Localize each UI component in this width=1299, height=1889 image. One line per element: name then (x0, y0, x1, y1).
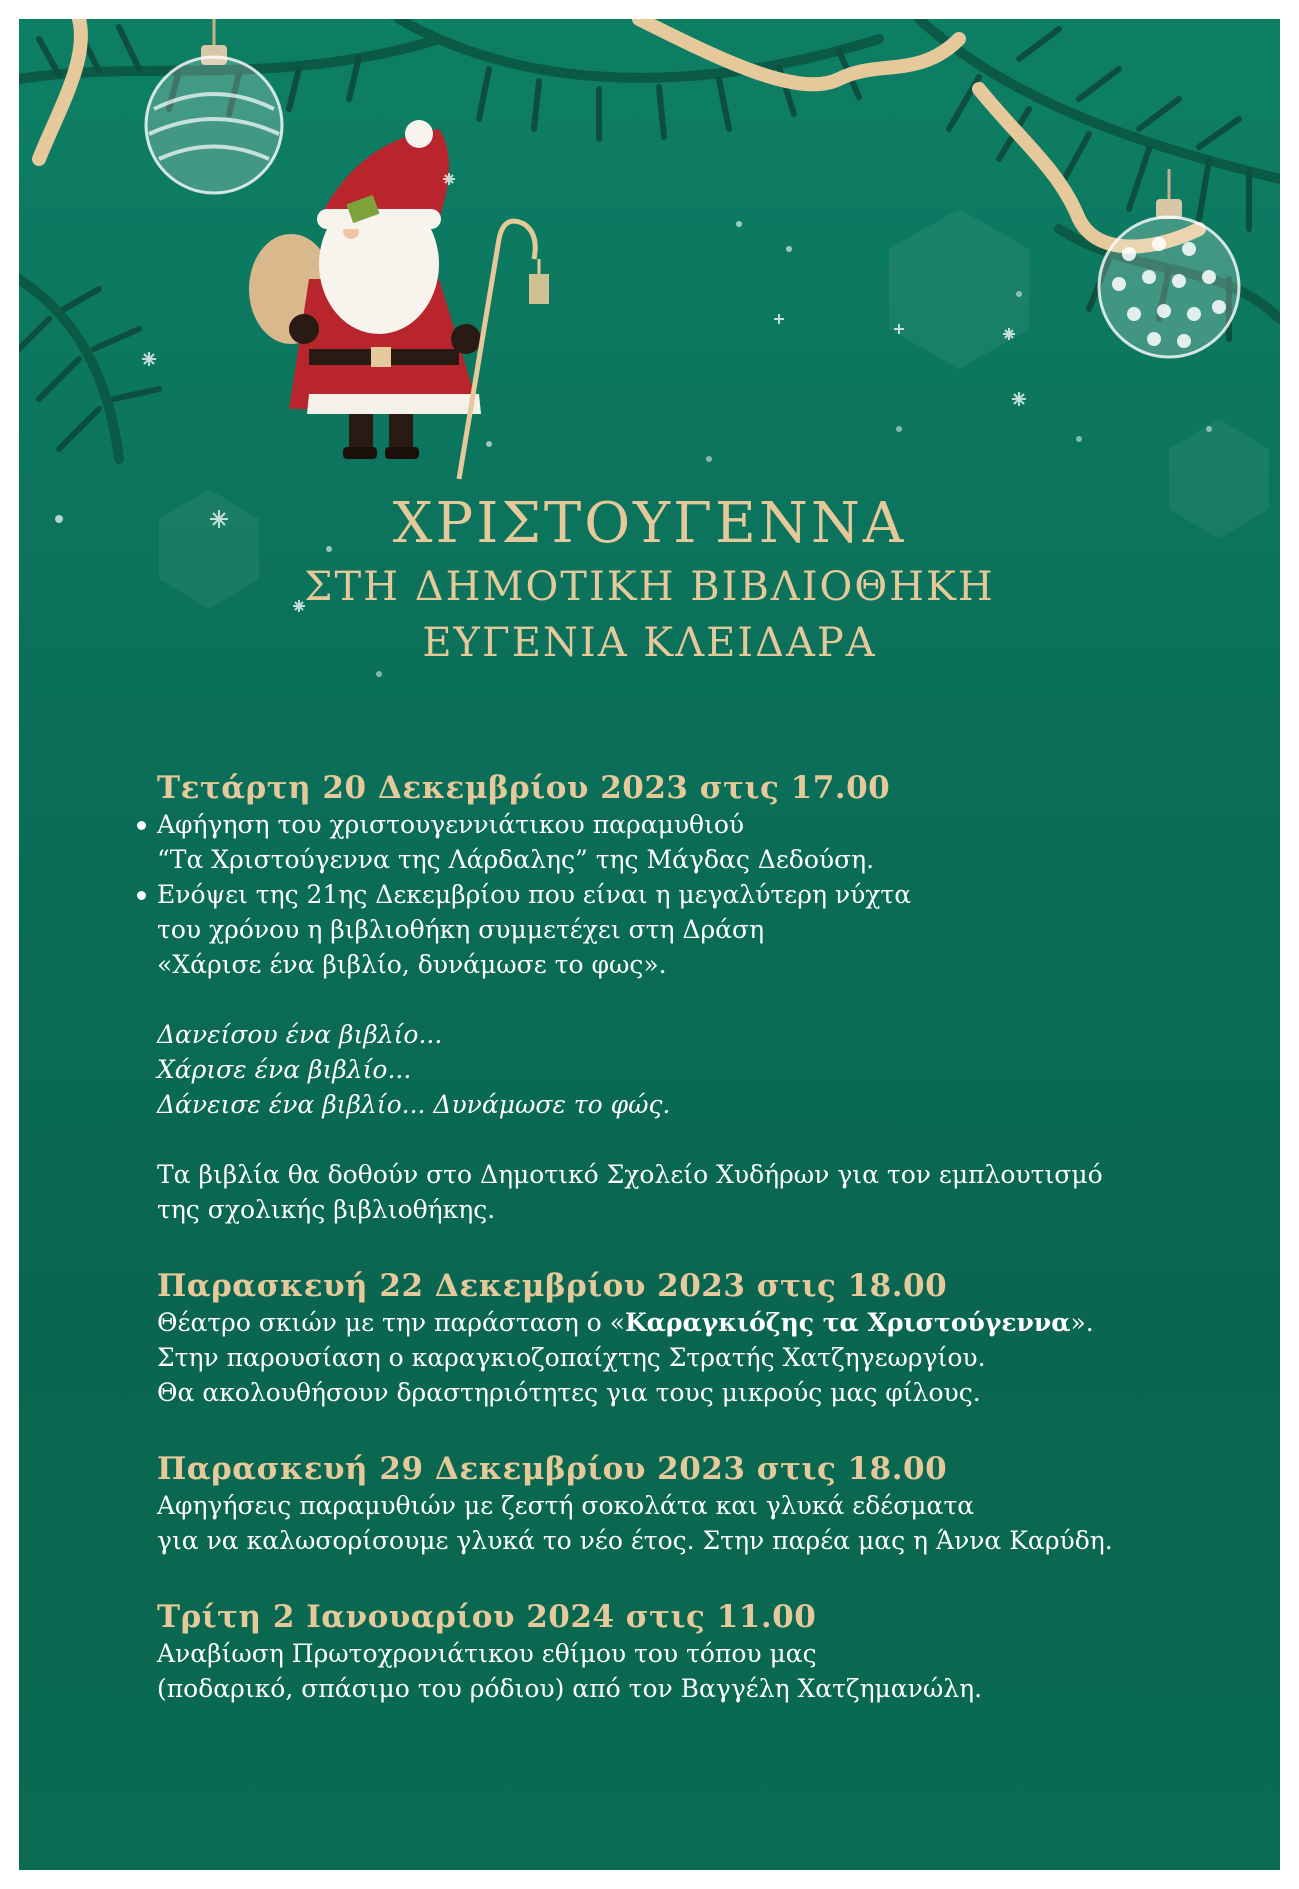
event-text: ». (1070, 1308, 1094, 1337)
title-line-name: ΕΥΓΕΝΙΑ ΚΛΕΙΔΑΡΑ (422, 620, 877, 666)
bullet-text: «Χάρισε ένα βιβλίο, δυνάμωσε το φως». (157, 950, 667, 979)
slogan-line: Χάρισε ένα βιβλίο... (157, 1055, 412, 1084)
bullet-item: Ενόψει της 21ης Δεκεμβρίου που είναι η μεγαλύτερη νύχτα (157, 877, 1217, 912)
event-date: Τρίτη 2 Ιανουαρίου 2024 στις 11.00 (157, 1599, 817, 1635)
title-main: ΧΡΙΣΤΟΥΓΕΝΝΑ (392, 491, 907, 556)
event-date: Παρασκευή 22 Δεκεμβρίου 2023 στις 18.00 (157, 1268, 948, 1304)
bullet-text: του χρόνου η βιβλιοθήκη συμμετέχει στη Δράση (157, 915, 765, 944)
ornament-ball-icon (146, 19, 282, 193)
bullet-item: Αφήγηση του χριστουγεννιάτικου παραμυθιού (157, 807, 1217, 842)
title-block (19, 489, 1280, 671)
event-description (157, 1305, 1217, 1340)
event-text: για να καλωσορίσουμε γλυκά το νέο έτος. Στην παρέα μας η Άννα Καρύδη. (157, 1526, 1113, 1555)
event-text: Αναβίωση Πρωτοχρονιάτικου εθίμου του τόπου μας (157, 1639, 817, 1668)
event-date: Παρασκευή 29 Δεκεμβρίου 2023 στις 18.00 (157, 1451, 948, 1487)
show-title: Καραγκιόζης τα Χριστούγεννα (624, 1308, 1071, 1337)
event-program (157, 769, 1217, 1706)
note-text: Τα βιβλία θα δοθούν στο Δημοτικό Σχολείο Χυδήρων για τον εμπλουτισμό (157, 1160, 1103, 1189)
bullet-text: “Τα Χριστούγεννα της Λάρδαλης” της Μάγδας Δεδούση. (157, 845, 875, 874)
event-text: Αφηγήσεις παραμυθιών με ζεστή σοκολάτα και γλυκά εδέσματα (157, 1491, 975, 1520)
title-line-library: ΣΤΗ ΔΗΜΟΤΙΚΗ ΒΙΒΛΙΟΘΗΚΗ (304, 564, 995, 610)
slogan-line: Δανείσου ένα βιβλίο... (157, 1020, 443, 1049)
note-text: της σχολικής βιβλιοθήκης. (157, 1195, 496, 1224)
ornament-ball-dotted-icon (1099, 169, 1239, 357)
event-text: Θα ακολουθήσουν δραστηριότητες για τους μικρούς μας φίλους. (157, 1378, 981, 1407)
event-text: Στην παρουσίαση ο καραγκιοζοπαίχτης Στρατής Χατζηγεωργίου. (157, 1343, 986, 1372)
poster (19, 19, 1280, 1870)
santa-claus-icon (249, 120, 549, 479)
event-text: Θέατρο σκιών με την παράσταση ο « (157, 1308, 625, 1337)
event-text: (ποδαρικό, σπάσιμο του ρόδιου) από τον Βαγγέλη Χατζημανώλη. (157, 1674, 983, 1703)
slogan-line: Δάνεισε ένα βιβλίο... Δυνάμωσε το φώς. (157, 1090, 671, 1119)
event-date: Τετάρτη 20 Δεκεμβρίου 2023 στις 17.00 (157, 770, 891, 806)
